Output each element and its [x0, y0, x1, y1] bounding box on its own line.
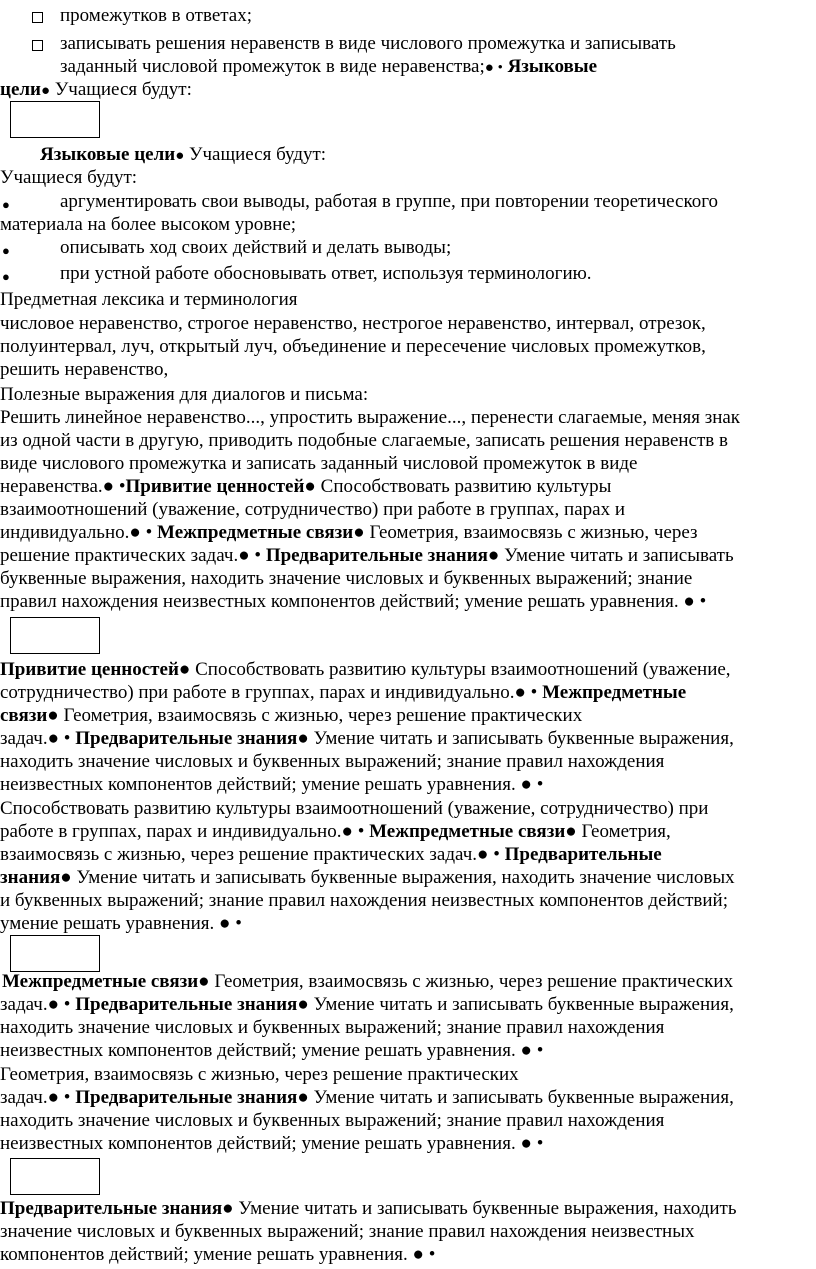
block1-line: взаимоотношений (уважение, сотрудничество) при работе в группах, парах и: [0, 499, 625, 520]
block2-line: находить значение числовых и буквенных выражений; знание правил нахождения: [0, 751, 665, 772]
block5-line: находить значение числовых и буквенных выражений; знание правил нахождения: [0, 1110, 665, 1131]
block4-line: находить значение числовых и буквенных выражений; знание правил нахождения: [0, 1017, 665, 1038]
phrases-title: Полезные выражения для диалогов и письма:: [0, 384, 369, 405]
block6-line: Предварительные знания● Умение читать и записывать буквенные выражения, находить: [0, 1198, 737, 1219]
block2-line: сотрудничество) при работе в группах, парах и индивидуально.● • Межпредметные: [0, 682, 687, 703]
block3-line: умение решать уравнения. ● •: [0, 913, 242, 934]
lexicon-title: Предметная лексика и терминология: [0, 289, 298, 310]
lexicon-line: решить неравенство,: [0, 359, 169, 380]
block1-line: неравенства.● •Привитие ценностей● Способствовать развитию культуры: [0, 476, 612, 497]
block5-line: Геометрия, взаимосвязь с жизнью, через решение практических: [0, 1064, 519, 1085]
bullet-text: промежутков в ответах;: [60, 5, 252, 26]
bullet-icon: ●: [2, 243, 10, 258]
lexicon-line: числовое неравенство, строгое неравенство, нестрогое неравенство, интервал, отрезок,: [0, 313, 706, 334]
phrases-line: Решить линейное неравенство..., упростить выражение..., перенести слагаемые, меняя знак: [0, 407, 741, 428]
block5-line: неизвестных компонентов действий; умение решать уравнения. ● •: [0, 1133, 544, 1154]
block3-line: и буквенных выражений; знание правил нахождения неизвестных компонентов действий;: [0, 890, 728, 911]
bullet-icon: ●: [2, 197, 10, 212]
phrases-line: виде числового промежутка и записать заданный числовой промежуток в виде: [0, 453, 638, 474]
block6-line: значение числовых и буквенных выражений; знание правил нахождения неизвестных: [0, 1221, 695, 1242]
lang-goals-heading: Языковые цели● Учащиеся будут:: [40, 144, 327, 165]
block5-line: задач.● • Предварительные знания● Умение читать и записывать буквенные выражения,: [0, 1087, 734, 1108]
students-will: Учащиеся будут:: [0, 167, 138, 188]
block4-line: задач.● • Предварительные знания● Умение читать и записывать буквенные выражения,: [0, 994, 734, 1015]
list-item: материала на более высоком уровне;: [0, 214, 297, 235]
list-item: при устной работе обосновывать ответ, используя терминологию.: [60, 263, 592, 284]
checkbox-bullet: [32, 40, 43, 51]
placeholder-box: [10, 617, 100, 654]
block1-line: решение практических задач.● • Предварительные знания● Умение читать и записывать: [0, 545, 734, 566]
block2-line: связи● Геометрия, взаимосвязь с жизнью, через решение практических: [0, 705, 583, 726]
block3-line: Способствовать развитию культуры взаимоотношений (уважение, сотрудничество) при: [0, 798, 709, 819]
placeholder-box: [10, 1158, 100, 1195]
phrases-line: из одной части в другую, приводить подобные слагаемые, записать решения неравенств в: [0, 430, 728, 451]
block1-line: индивидуально.● • Межпредметные связи● Геометрия, взаимосвязь с жизнью, через: [0, 522, 698, 543]
block3-line: работе в группах, парах и индивидуально.● • Межпредметные связи● Геометрия,: [0, 821, 671, 842]
block4-line: неизвестных компонентов действий; умение решать уравнения. ● •: [0, 1040, 544, 1061]
block1-line: буквенные выражения, находить значение числовых и буквенных выражений; знание: [0, 568, 693, 589]
block1-line: правил нахождения неизвестных компонентов действий; умение решать уравнения. ● •: [0, 591, 707, 612]
list-item: описывать ход своих действий и делать выводы;: [60, 237, 452, 258]
block2-line: Привитие ценностей● Способствовать развитию культуры взаимоотношений (уважение,: [0, 659, 731, 680]
block2-line: задач.● • Предварительные знания● Умение читать и записывать буквенные выражения,: [0, 728, 734, 749]
bullet-text: заданный числовой промежуток в виде неравенства;● • Языковые: [60, 56, 598, 77]
bullet-icon: ●: [2, 269, 10, 284]
block6-line: компонентов действий; умение решать уравнения. ● •: [0, 1244, 436, 1265]
lang-goals-line: цели● Учащиеся будут:: [0, 79, 192, 100]
placeholder-box: [10, 101, 100, 138]
block2-line: неизвестных компонентов действий; умение решать уравнения. ● •: [0, 774, 544, 795]
bullet-text: записывать решения неравенств в виде числового промежутка и записывать: [60, 33, 676, 54]
block4-line: Межпредметные связи● Геометрия, взаимосвязь с жизнью, через решение практических: [2, 971, 734, 992]
block3-line: знания● Умение читать и записывать буквенные выражения, находить значение числовых: [0, 867, 735, 888]
checkbox-bullet: [32, 12, 43, 23]
list-item: аргументировать свои выводы, работая в группе, при повторении теоретического: [60, 191, 719, 212]
block3-line: взаимосвязь с жизнью, через решение практических задач.● • Предварительные: [0, 844, 662, 865]
placeholder-box: [10, 935, 100, 972]
lexicon-line: полуинтервал, луч, открытый луч, объединение и пересечение числовых промежутков,: [0, 336, 706, 357]
